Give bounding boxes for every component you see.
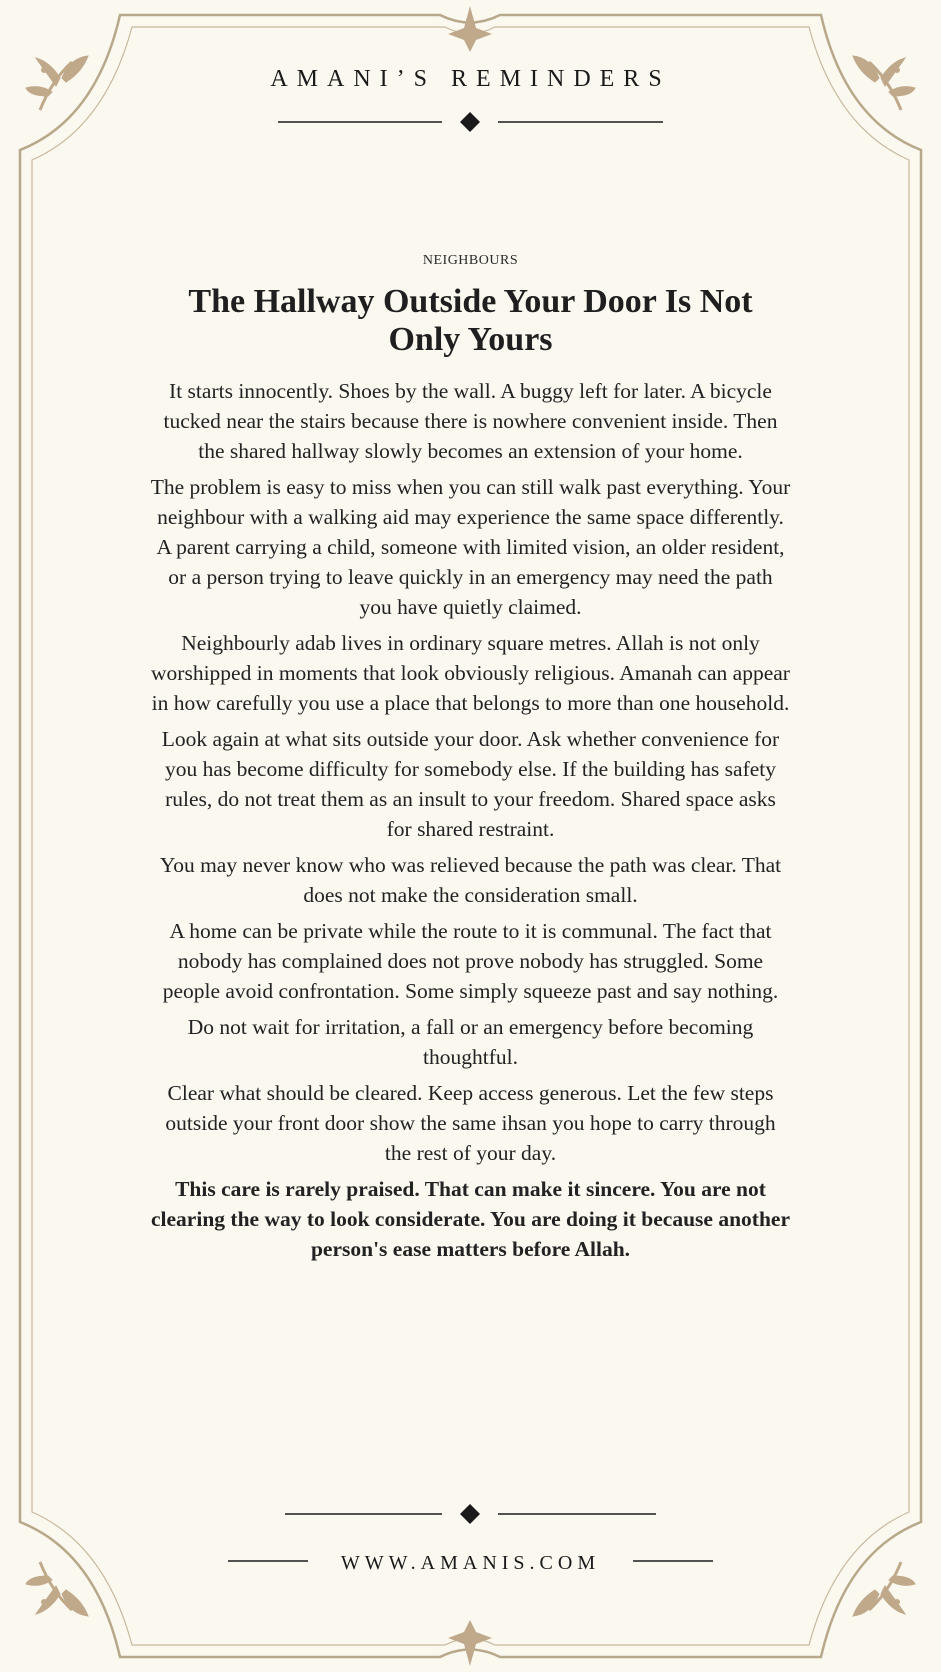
paragraph: You may never know who was relieved because the path was clear. That does not make the consideration small. <box>159 853 782 907</box>
header-divider <box>278 112 663 132</box>
category-label: NEIGHBOURS <box>422 253 519 268</box>
paragraph: Clear what should be cleared. Keep access generous. Let the few steps outside your front door show the same ihsan you hope to carry through the rest of your day. <box>165 1081 776 1165</box>
paragraph: Look again at what sits outside your door. Ask whether convenience for you has become difficulty for somebody else. If the building has safety rules, do not treat them as an insult to your freedom. Shared space asks for shared restraint. <box>161 727 780 841</box>
article-body <box>150 376 791 1270</box>
bottom-ornament <box>448 1620 492 1666</box>
brand-title: AMANI’S REMINDERS <box>270 66 671 92</box>
closing-paragraph: This care is rarely praised. That can make it sincere. You are not clearing the way to look considerate. You are doing it because another person's ease matters before Allah. <box>151 1177 790 1261</box>
article-title: The Hallway Outside Your Door Is Not Only Yours <box>188 283 753 358</box>
footer-divider <box>285 1504 656 1524</box>
paragraph: A home can be private while the route to it is communal. The fact that nobody has complained does not prove nobody has struggled. Some people avoid confrontation. Some simply squeeze past and say nothing. <box>162 919 779 1003</box>
paragraph: Neighbourly adab lives in ordinary square metres. Allah is not only worshipped in moments that look obviously religious. Amanah can appear in how carefully you use a place that belongs to more than one household. <box>151 631 790 715</box>
website-url[interactable]: WWW.AMANIS.COM <box>340 1552 601 1574</box>
paragraph: Do not wait for irritation, a fall or an emergency before becoming thoughtful. <box>187 1015 754 1069</box>
paragraph: It starts innocently. Shoes by the wall. A buggy left for later. A bicycle tucked near the stairs because there is nowhere convenient inside. Then the shared hallway slowly becomes an extension of your home. <box>163 379 778 463</box>
top-ornament <box>448 6 492 52</box>
paragraph: The problem is easy to miss when you can still walk past everything. Your neighbour with a walking aid may experience the same space differently. A parent carrying a child, someone with limited vision, an older resident, or a person trying to leave quickly in an emergency may need the path you have quietly claimed. <box>150 475 791 619</box>
